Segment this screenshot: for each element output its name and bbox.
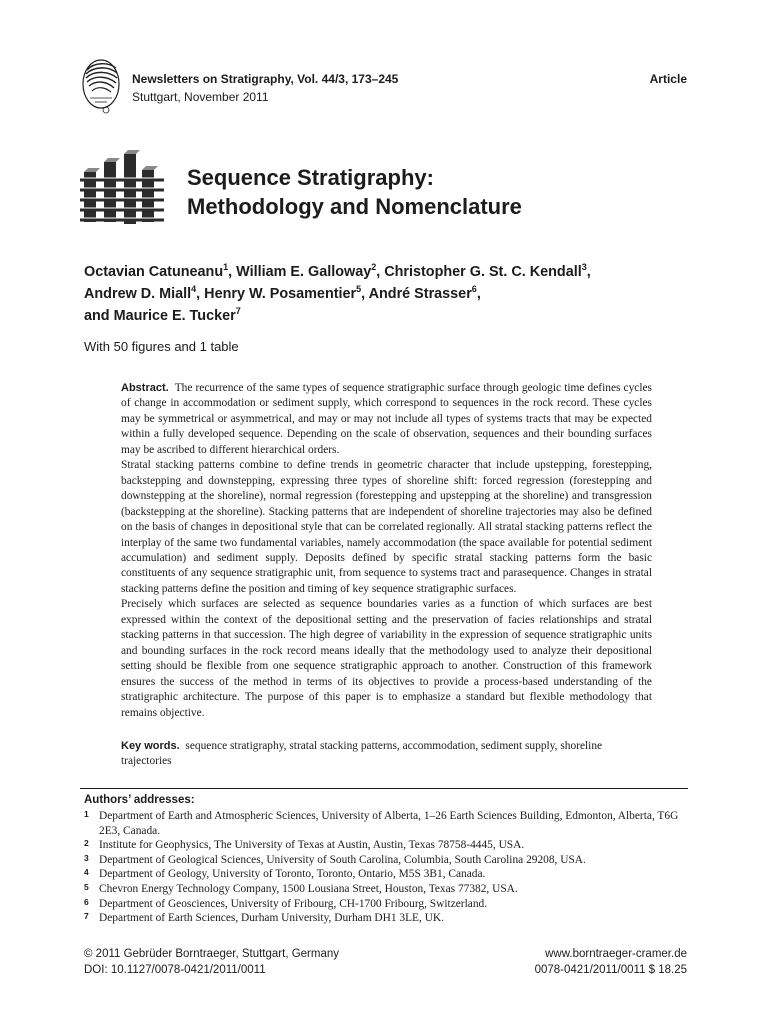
author-list: [84, 261, 694, 327]
author-name: and Maurice E. Tucker: [84, 308, 236, 324]
author-affiliation-mark: 3: [581, 262, 587, 272]
address-item: [84, 911, 692, 926]
abstract-paragraph: [121, 381, 652, 458]
article-price-code: 0078-0421/2011/0011 $ 18.25: [534, 964, 687, 976]
publisher-website: www.borntraeger-cramer.de: [545, 948, 687, 960]
address-item: [84, 882, 692, 897]
keywords-text: sequence stratigraphy, stratal stacking patterns, accommodation, sediment supply, shoreline trajectories: [121, 740, 603, 768]
author-name: Octavian Catuneanu: [84, 264, 224, 280]
address-number: 4: [84, 867, 89, 878]
addresses-heading: Authors’ addresses:: [84, 794, 195, 806]
journal-place-date: Stuttgart, November 2011: [132, 90, 269, 104]
author-name: Henry W. Posamentier: [204, 286, 357, 302]
address-text: Department of Geological Sciences, University of South Carolina, Columbia, South Carolina 29208, USA.: [99, 853, 586, 866]
keywords: [121, 739, 652, 770]
title-line-1: Sequence Stratigraphy:: [187, 165, 434, 190]
address-number: 7: [84, 911, 89, 922]
author-line: Andrew D. Miall$^4$, Henry W. Posamentier$^5$, André Strasser$^6$,: [84, 284, 481, 302]
address-text: Department of Earth and Atmospheric Sciences, University of Alberta, 1–26 Earth Sciences Building, Edmonton, Alberta, T6G 2E3, Canada.: [99, 810, 679, 837]
address-number: 3: [84, 852, 89, 863]
author-affiliation-mark: 4: [191, 284, 197, 294]
address-list: [84, 809, 692, 926]
address-text: Department of Earth Sciences, Durham University, Durham DH1 3LE, UK.: [99, 912, 444, 925]
stratigraphy-columns-icon: [80, 150, 166, 228]
abstract-label: Abstract.: [121, 382, 169, 394]
journal-citation: Newsletters on Stratigraphy, Vol. 44/3, 173–245: [132, 72, 399, 86]
author-line: [84, 305, 694, 327]
article-title: [187, 163, 522, 221]
author-affiliation-mark: 1: [223, 262, 229, 272]
address-text: Chevron Energy Technology Company, 1500 Lousiana Street, Houston, Texas 77382, USA.: [99, 882, 518, 895]
address-item: [84, 897, 692, 912]
footer-left: [84, 946, 339, 978]
address-item: [84, 853, 692, 868]
author-affiliation-mark: 7: [235, 306, 241, 316]
address-item: [84, 867, 692, 882]
address-number: 1: [84, 809, 89, 819]
author-affiliation-mark: 2: [371, 262, 377, 272]
keywords-label: Key words.: [121, 740, 180, 752]
address-number: 5: [84, 881, 89, 892]
address-item: [84, 838, 692, 853]
figures-count-note: With 50 figures and 1 table: [84, 339, 239, 354]
abstract: [121, 381, 652, 721]
address-text: Department of Geosciences, University of Fribourg, CH-1700 Fribourg, Switzerland.: [99, 897, 488, 910]
abstract-paragraph: Stratal stacking patterns combine to define trends in geometric character that include upstepping, forestepping, backstepping and downstepping, expressing three types of shoreline shift: forced regression (forestepping and downstepping at the shoreline), normal regression (forestepping and upstepping at the shoreline) and transgression (backstepping at the shoreline). Stacking patterns that are independent of shoreline trajectories may also be defined on the basis of changes in depositional style that can be correlated regionally. All stratal stacking patterns reflect the interplay of the same two fundamental variables, namely accommodation (the space available for potential sediment accumulation) and sediment supply. Deposits defined by specific stratal stacking patterns form the basic constituents of any sequence stratigraphic unit, from sequence to systems tract and parasequence. Changes in stratal stacking patterns define the position and timing of key sequence stratigraphic surfaces.: [121, 459, 652, 595]
address-number: 2: [84, 838, 89, 849]
address-text: Department of Geology, University of Toronto, Toronto, Ontario, M5S 3B1, Canada.: [99, 868, 486, 881]
author-affiliation-mark: 5: [356, 284, 362, 294]
abstract-paragraph: Precisely which surfaces are selected as sequence boundaries varies as a function of which surfaces are best expressed within the context of the depositional setting and the preservation of facies relationships and stratal stacking patterns in that succession. The high degree of variability in the expression of sequence stratigraphic units and bounding surfaces in the rock record means ideally that the methodology used to analyze their depositional setting should be flexible from one sequence stratigraphic approach to another. Construction of this framework ensures the success of the method in terms of its objectives to provide a process-based understanding of the stratigraphic architecture. The purpose of this paper is to emphasize a standard but flexible methodology that remains objective.: [121, 598, 652, 719]
footer-right: [535, 946, 687, 978]
copyright-line: © 2011 Gebrüder Borntraeger, Stuttgart, Germany: [84, 948, 340, 960]
author-name: Andrew D. Miall: [84, 286, 192, 302]
abstract-text: The recurrence of the same types of sequence stratigraphic surface through geologic time defines cycles of change in accommodation or sediment supply, which correspond to sequences in the rock record. These cycles may be symmetrical or asymmetrical, and may or may not include all types of systems tracts that may be expected within a fully developed sequence. Depending on the scale of observation, sequences and their bounding surfaces may be ascribed to different hierarchical orders.: [121, 382, 652, 456]
article-type-label: Article: [649, 72, 687, 86]
address-item: [84, 809, 692, 838]
journal-seal-icon: [78, 54, 124, 116]
author-line: Octavian Catuneanu$^1$, William E. Galloway$^2$, Christopher G. St. C. Kendall$^3$,: [84, 262, 591, 280]
section-divider: [80, 788, 688, 789]
doi-line: DOI: 10.1127/0078-0421/2011/0011: [84, 964, 266, 976]
author-name: André Strasser: [368, 286, 472, 302]
author-affiliation-mark: 6: [471, 284, 477, 294]
address-number: 6: [84, 896, 89, 907]
author-name: Christopher G. St. C. Kendall: [384, 264, 582, 280]
author-name: William E. Galloway: [236, 264, 372, 280]
title-line-2: Methodology and Nomenclature: [187, 194, 522, 219]
address-text: Institute for Geophysics, The University of Texas at Austin, Austin, Texas 78758-4445, USA.: [99, 839, 525, 852]
